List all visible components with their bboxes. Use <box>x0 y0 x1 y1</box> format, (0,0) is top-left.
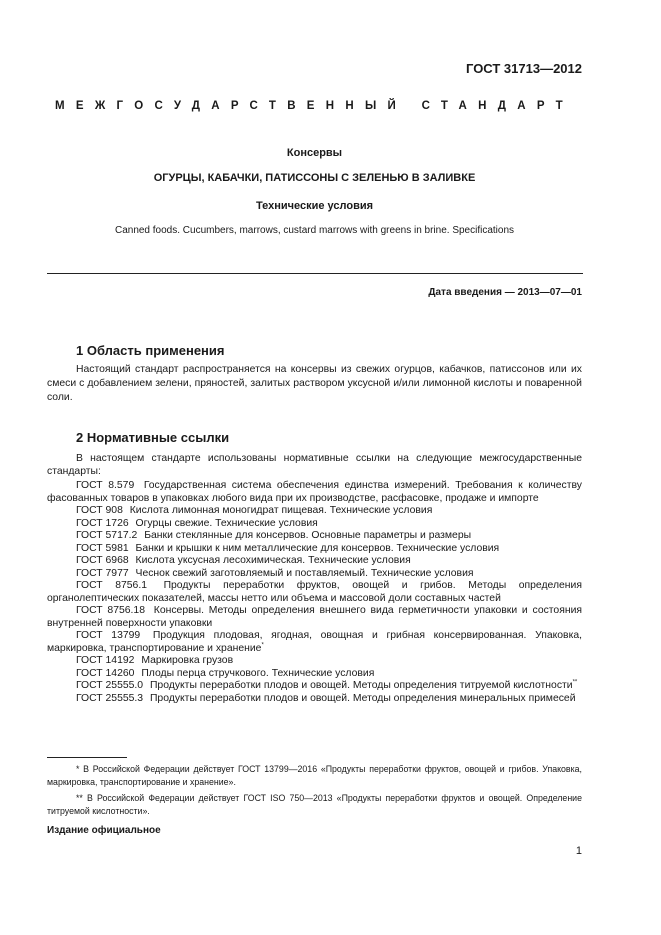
reference-title: Огурцы свежие. Технические условия <box>135 517 318 529</box>
reference-item <box>47 543 582 556</box>
footnote-divider <box>47 757 127 758</box>
section-2-intro <box>47 453 582 478</box>
reference-code: ГОСТ 908 <box>76 505 123 516</box>
reference-title: Кислота уксусная лесохимическая. Технические условия <box>135 555 411 566</box>
reference-item <box>47 630 582 655</box>
reference-item <box>47 555 582 568</box>
reference-code: ГОСТ 25555.0 <box>76 680 144 691</box>
reference-code: ГОСТ 25555.3 <box>76 692 144 704</box>
section-1-text <box>47 363 582 405</box>
english-title: Canned foods. Cucumbers, marrows, custard marrows with greens in brine. Specifications <box>114 225 515 236</box>
reference-item <box>47 693 582 706</box>
reference-code: ГОСТ 13799 <box>76 630 141 641</box>
standard-number: ГОСТ 31713—2012 <box>466 61 582 76</box>
reference-code: ГОСТ 8756.18 <box>76 605 145 616</box>
footnote-marker: * <box>261 642 264 649</box>
interstate-standard-label: МЕЖГОСУДАРСТВЕННЫЙ СТАНДАРТ <box>55 100 574 112</box>
document-subtitle: Технические условия <box>255 200 374 212</box>
reference-item <box>47 505 582 518</box>
section-2-intro-paragraph: В настоящем стандарте использованы нормативные ссылки на следующие межгосударственные стандарты: <box>47 453 582 477</box>
document-kind: Консервы <box>286 147 343 159</box>
footnote-marker: ** <box>572 679 578 686</box>
reference-code: ГОСТ 1726 <box>76 517 129 529</box>
reference-item <box>47 480 582 505</box>
reference-title: Банки и крышки к ним металлические для консервов. Технические условия <box>135 542 500 554</box>
reference-title: Государственная система обеспечения единства измерений. Требования к количеству фасованных товаров в упаковках любого вида при их производстве, расфасовке, продаже и импорте <box>47 480 583 504</box>
reference-item <box>47 568 582 581</box>
reference-item <box>47 530 582 543</box>
footnotes <box>47 763 582 821</box>
reference-code: ГОСТ 14260 <box>76 667 135 679</box>
reference-code: ГОСТ 14192 <box>76 655 135 666</box>
reference-item <box>47 668 582 681</box>
introduction-date: Дата введения — 2013—07—01 <box>428 287 582 298</box>
reference-item <box>47 580 582 605</box>
reference-item <box>47 680 582 693</box>
section-1-heading: 1 Область применения <box>76 343 225 358</box>
reference-title: Кислота лимонная моногидрат пищевая. Технические условия <box>129 505 433 516</box>
reference-code: ГОСТ 8756.1 <box>76 580 147 591</box>
document-title: ОГУРЦЫ, КАБАЧКИ, ПАТИССОНЫ С ЗЕЛЕНЬЮ В ЗАЛИВКЕ <box>153 172 476 184</box>
reference-title: Маркировка грузов <box>141 655 234 666</box>
reference-code: ГОСТ 6968 <box>76 555 129 566</box>
reference-title: Продукты переработки плодов и овощей. Методы определения минеральных примесей <box>149 692 576 704</box>
section-1-paragraph: Настоящий стандарт распространяется на консервы из свежих огурцов, кабачков, патиссонов или их смеси с добавлением зелени, пряностей, залитых раствором уксусной и/или лимонной кислоты и поваренной соли. <box>47 364 582 403</box>
reference-code: ГОСТ 5981 <box>76 542 129 554</box>
section-2-heading: 2 Нормативные ссылки <box>76 430 230 445</box>
reference-code: ГОСТ 7977 <box>76 567 129 579</box>
reference-title: Продукция плодовая, ягодная, овощная и грибная консервированная. Упаковка, маркировка, транспортирование и хранение <box>47 630 583 654</box>
reference-code: ГОСТ 8.579 <box>76 480 135 491</box>
footnote-2: ** В Российской Федерации действует ГОСТ ISO 750—2013 «Продукты переработки фруктов и овощей. Определение титруемой кислотности». <box>47 793 582 816</box>
edition-note: Издание официальное <box>47 825 161 836</box>
title-divider <box>47 273 583 274</box>
page-number: 1 <box>575 845 582 857</box>
reference-item <box>47 605 582 630</box>
footnote-1: * В Российской Федерации действует ГОСТ 13799—2016 «Продукты переработки фруктов, овощей и грибов. Упаковка, маркировка, транспортирование и хранение». <box>47 764 582 787</box>
reference-title: Чеснок свежий заготовляемый и поставляемый. Технические условия <box>135 567 474 579</box>
reference-item <box>47 655 582 668</box>
reference-title: Продукты переработки фруктов, овощей и грибов. Методы определения органолептических показателей, массы нетто или объема и массовой доли составных частей <box>47 580 582 604</box>
reference-item <box>47 518 582 531</box>
reference-title: Консервы. Методы определения внешнего вида герметичности упаковки и состояния внутренней поверхности упаковки <box>47 605 583 629</box>
reference-code: ГОСТ 5717.2 <box>76 530 138 541</box>
reference-title: Банки стеклянные для консервов. Основные параметры и размеры <box>144 530 472 541</box>
reference-title: Плоды перца стручкового. Технические условия <box>141 667 375 679</box>
normative-references-list <box>47 480 582 705</box>
reference-title: Продукты переработки плодов и овощей. Методы определения титруемой кислотности <box>149 680 573 691</box>
